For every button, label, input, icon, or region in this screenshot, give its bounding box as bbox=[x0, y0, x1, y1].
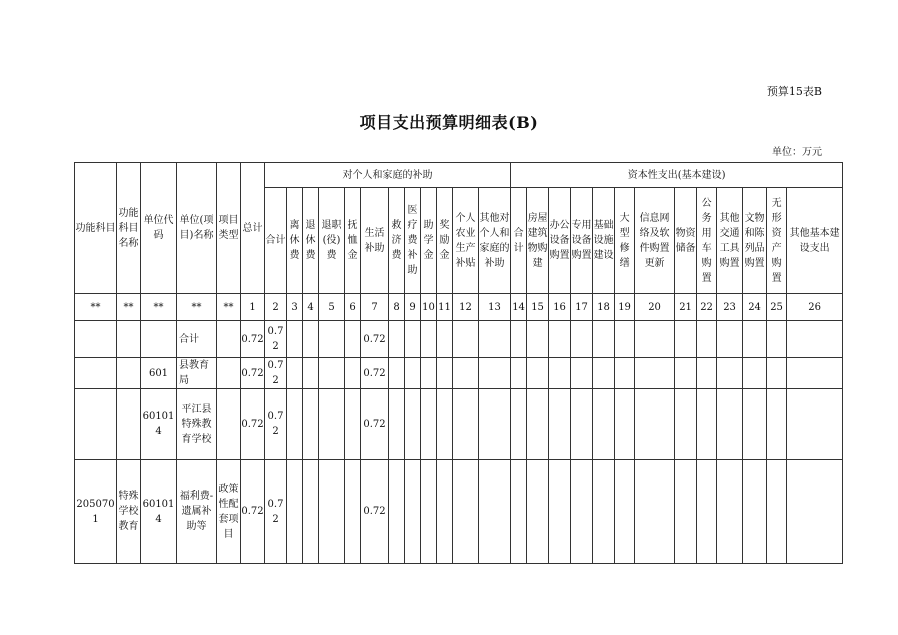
header-personal-col: 退休费 bbox=[303, 188, 319, 294]
column-number: ** bbox=[217, 294, 241, 321]
column-number: 4 bbox=[303, 294, 319, 321]
header-capital-col: 无形资产购置 bbox=[767, 188, 787, 294]
cell-personal-total: 0.72 bbox=[265, 321, 287, 358]
header-func-subject-name: 功能科目名称 bbox=[117, 163, 141, 294]
cell-total: 0.72 bbox=[241, 460, 265, 564]
column-number: 14 bbox=[511, 294, 527, 321]
cell-func-subject: 2050701 bbox=[75, 460, 117, 564]
header-capital-col: 物资储备 bbox=[675, 188, 697, 294]
column-number: 24 bbox=[743, 294, 767, 321]
cell-func-subject bbox=[75, 389, 117, 460]
table-row bbox=[75, 389, 843, 460]
header-capital-col: 文物和陈列品购置 bbox=[743, 188, 767, 294]
column-number: 17 bbox=[571, 294, 593, 321]
header-unit-name: 单位(项目)名称 bbox=[177, 163, 217, 294]
column-number: ** bbox=[177, 294, 217, 321]
header-capital-col: 大型修缮 bbox=[615, 188, 635, 294]
header-capital-col: 专用设备购置 bbox=[571, 188, 593, 294]
cell-total: 0.72 bbox=[241, 358, 265, 389]
header-unit-code: 单位代码 bbox=[141, 163, 177, 294]
column-number: ** bbox=[75, 294, 117, 321]
cell-living-subsidy: 0.72 bbox=[361, 389, 389, 460]
header-personal-col: 救济费 bbox=[389, 188, 405, 294]
column-number: 22 bbox=[697, 294, 717, 321]
column-number: 3 bbox=[287, 294, 303, 321]
header-project-type: 项目类型 bbox=[217, 163, 241, 294]
cell-personal-total: 0.72 bbox=[265, 389, 287, 460]
header-total: 总计 bbox=[241, 163, 265, 294]
column-number: 21 bbox=[675, 294, 697, 321]
column-number: 23 bbox=[717, 294, 743, 321]
cell-project-type: 政策性配套项目 bbox=[217, 460, 241, 564]
header-personal-col: 助学金 bbox=[421, 188, 437, 294]
column-number: 5 bbox=[319, 294, 345, 321]
column-number: 13 bbox=[479, 294, 511, 321]
cell-unit-name: 平江县特殊教育学校 bbox=[177, 389, 217, 460]
header-capital-col: 合计 bbox=[511, 188, 527, 294]
column-number-row bbox=[75, 294, 843, 321]
cell-total: 0.72 bbox=[241, 321, 265, 358]
header-group-personal: 对个人和家庭的补助 bbox=[265, 163, 511, 188]
column-number: 20 bbox=[635, 294, 675, 321]
column-number: 18 bbox=[593, 294, 615, 321]
header-personal-col: 合计 bbox=[265, 188, 287, 294]
cell-func-subject bbox=[75, 321, 117, 358]
cell-unit-code: 601014 bbox=[141, 389, 177, 460]
header-capital-col: 公务用车购置 bbox=[697, 188, 717, 294]
column-number: 15 bbox=[527, 294, 549, 321]
header-personal-col: 退职(役)费 bbox=[319, 188, 345, 294]
column-number: 2 bbox=[265, 294, 287, 321]
header-capital-col: 房屋建筑物购建 bbox=[527, 188, 549, 294]
form-number: 预算15表B bbox=[766, 85, 822, 98]
cell-unit-code bbox=[141, 321, 177, 358]
column-number: 16 bbox=[549, 294, 571, 321]
cell-func-name bbox=[117, 389, 141, 460]
column-number: 19 bbox=[615, 294, 635, 321]
header-personal-col: 离休费 bbox=[287, 188, 303, 294]
cell-unit-code: 601014 bbox=[141, 460, 177, 564]
header-personal-col: 生活补助 bbox=[361, 188, 389, 294]
cell-unit-name: 县教育局 bbox=[177, 358, 217, 389]
page-title: 项目支出预算明细表(B) bbox=[359, 113, 539, 132]
table-row bbox=[75, 460, 843, 564]
cell-personal-total: 0.72 bbox=[265, 460, 287, 564]
header-group-capital: 资本性支出(基本建设) bbox=[511, 163, 843, 188]
cell-func-name bbox=[117, 321, 141, 358]
header-personal-col: 医疗费补助 bbox=[405, 188, 421, 294]
column-number: ** bbox=[117, 294, 141, 321]
column-number: ** bbox=[141, 294, 177, 321]
table-row bbox=[75, 321, 843, 358]
cell-total: 0.72 bbox=[241, 389, 265, 460]
column-number: 6 bbox=[345, 294, 361, 321]
cell-func-subject bbox=[75, 358, 117, 389]
cell-project-type bbox=[217, 389, 241, 460]
cell-unit-name: 合计 bbox=[177, 321, 217, 358]
header-personal-col: 奖励金 bbox=[437, 188, 453, 294]
budget-table bbox=[74, 162, 843, 564]
unit-label: 单位：万元 bbox=[772, 147, 822, 158]
cell-living-subsidy: 0.72 bbox=[361, 358, 389, 389]
header-capital-col: 其他基本建设支出 bbox=[787, 188, 843, 294]
cell-project-type bbox=[217, 358, 241, 389]
column-number: 26 bbox=[787, 294, 843, 321]
column-number: 12 bbox=[453, 294, 479, 321]
cell-func-name: 特殊学校教育 bbox=[117, 460, 141, 564]
cell-living-subsidy: 0.72 bbox=[361, 460, 389, 564]
table-row bbox=[75, 358, 843, 389]
header-capital-col: 其他交通工具购置 bbox=[717, 188, 743, 294]
column-number: 10 bbox=[421, 294, 437, 321]
cell-project-type bbox=[217, 321, 241, 358]
column-number: 1 bbox=[241, 294, 265, 321]
header-personal-col: 抚恤金 bbox=[345, 188, 361, 294]
column-number: 25 bbox=[767, 294, 787, 321]
cell-living-subsidy: 0.72 bbox=[361, 321, 389, 358]
header-capital-col: 信息网络及软件购置更新 bbox=[635, 188, 675, 294]
column-number: 11 bbox=[437, 294, 453, 321]
header-func-subject: 功能科目 bbox=[75, 163, 117, 294]
column-number: 8 bbox=[389, 294, 405, 321]
cell-unit-code: 601 bbox=[141, 358, 177, 389]
header-personal-col: 个人农业生产补贴 bbox=[453, 188, 479, 294]
header-personal-col: 其他对个人和家庭的补助 bbox=[479, 188, 511, 294]
column-number: 9 bbox=[405, 294, 421, 321]
cell-unit-name: 福利费-遗属补助等 bbox=[177, 460, 217, 564]
column-number: 7 bbox=[361, 294, 389, 321]
header-capital-col: 办公设备购置 bbox=[549, 188, 571, 294]
header-capital-col: 基础设施建设 bbox=[593, 188, 615, 294]
cell-personal-total: 0.72 bbox=[265, 358, 287, 389]
cell-func-name bbox=[117, 358, 141, 389]
